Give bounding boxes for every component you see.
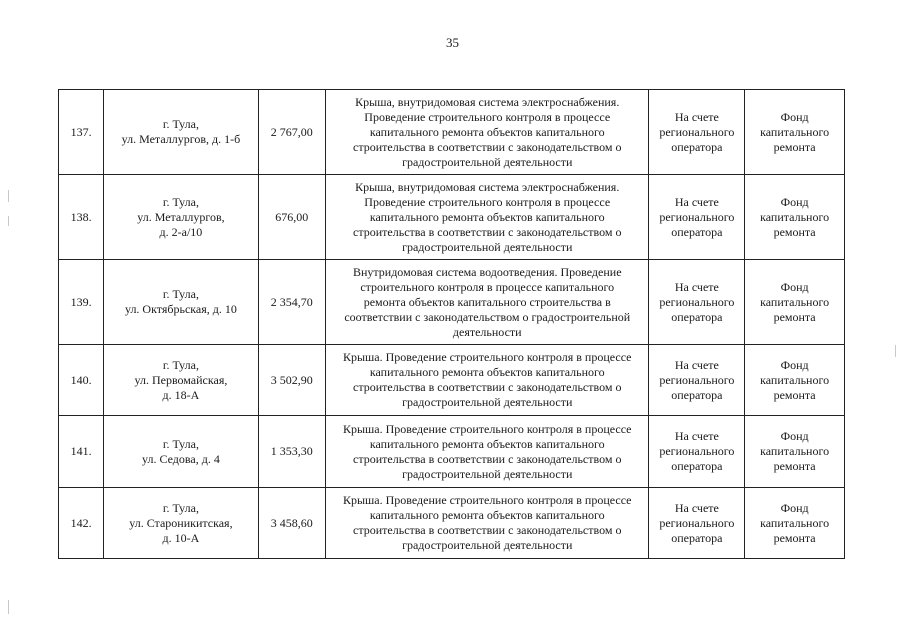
scan-artifact	[895, 345, 896, 357]
address-cell: г. Тула, ул. Октябрьская, д. 10	[104, 260, 258, 345]
work-description-cell: Крыша. Проведение строительного контроля в процессе капитального ремонта объектов капитального строительства в соответствии с законодательством о градостроительной деятельности	[326, 416, 649, 488]
row-number: 138.	[59, 175, 104, 260]
address-cell: г. Тула, ул. Седова, д. 4	[104, 416, 258, 488]
funding-source-cell: Фонд капитального ремонта	[745, 260, 845, 345]
cost-cell: 1 353,30	[258, 416, 326, 488]
table-row	[59, 345, 845, 416]
funding-source-cell: Фонд капитального ремонта	[745, 345, 845, 416]
account-cell: На счете регионального оператора	[649, 175, 745, 260]
funding-source-cell: Фонд капитального ремонта	[745, 175, 845, 260]
account-cell: На счете регионального оператора	[649, 416, 745, 488]
table-row	[59, 488, 845, 559]
funding-source-cell: Фонд капитального ремонта	[745, 416, 845, 488]
table-row	[59, 416, 845, 488]
account-cell: На счете регионального оператора	[649, 260, 745, 345]
funding-source-cell: Фонд капитального ремонта	[745, 488, 845, 559]
cost-cell: 676,00	[258, 175, 326, 260]
funding-source-cell: Фонд капитального ремонта	[745, 90, 845, 175]
register-table	[58, 89, 845, 559]
address-cell: г. Тула, ул. Первомайская, д. 18-А	[104, 345, 258, 416]
address-cell: г. Тула, ул. Староникитская, д. 10-А	[104, 488, 258, 559]
account-cell: На счете регионального оператора	[649, 488, 745, 559]
scan-artifact	[8, 600, 9, 614]
row-number: 141.	[59, 416, 104, 488]
account-cell: На счете регионального оператора	[649, 345, 745, 416]
cost-cell: 3 458,60	[258, 488, 326, 559]
row-number: 139.	[59, 260, 104, 345]
table-row	[59, 260, 845, 345]
address-cell: г. Тула, ул. Металлургов, д. 1-б	[104, 90, 258, 175]
cost-cell: 2 767,00	[258, 90, 326, 175]
work-description-cell: Крыша. Проведение строительного контроля в процессе капитального ремонта объектов капитального строительства в соответствии с законодательством о градостроительной деятельности	[326, 488, 649, 559]
work-description-cell: Крыша. Проведение строительного контроля в процессе капитального ремонта объектов капитального строительства в соответствии с законодательством о градостроительной деятельности	[326, 345, 649, 416]
work-description-cell: Крыша, внутридомовая система электроснабжения. Проведение строительного контроля в процессе капитального ремонта объектов капитального строительства в соответствии с законодательством о градостроительной деятельности	[326, 175, 649, 260]
work-description-cell: Крыша, внутридомовая система электроснабжения. Проведение строительного контроля в процессе капитального ремонта объектов капитального строительства в соответствии с законодательством о градостроительной деятельности	[326, 90, 649, 175]
account-cell: На счете регионального оператора	[649, 90, 745, 175]
table-row	[59, 90, 845, 175]
scan-artifact	[8, 216, 9, 226]
cost-cell: 2 354,70	[258, 260, 326, 345]
row-number: 140.	[59, 345, 104, 416]
row-number: 137.	[59, 90, 104, 175]
cost-cell: 3 502,90	[258, 345, 326, 416]
page-number: 35	[446, 35, 459, 50]
address-cell: г. Тула, ул. Металлургов, д. 2-а/10	[104, 175, 258, 260]
work-description-cell: Внутридомовая система водоотведения. Проведение строительного контроля в процессе капитального ремонта объектов капитального строительства в соответствии с законодательством о градостроительной деятельности	[326, 260, 649, 345]
scan-artifact	[8, 190, 9, 202]
row-number: 142.	[59, 488, 104, 559]
table-row	[59, 175, 845, 260]
